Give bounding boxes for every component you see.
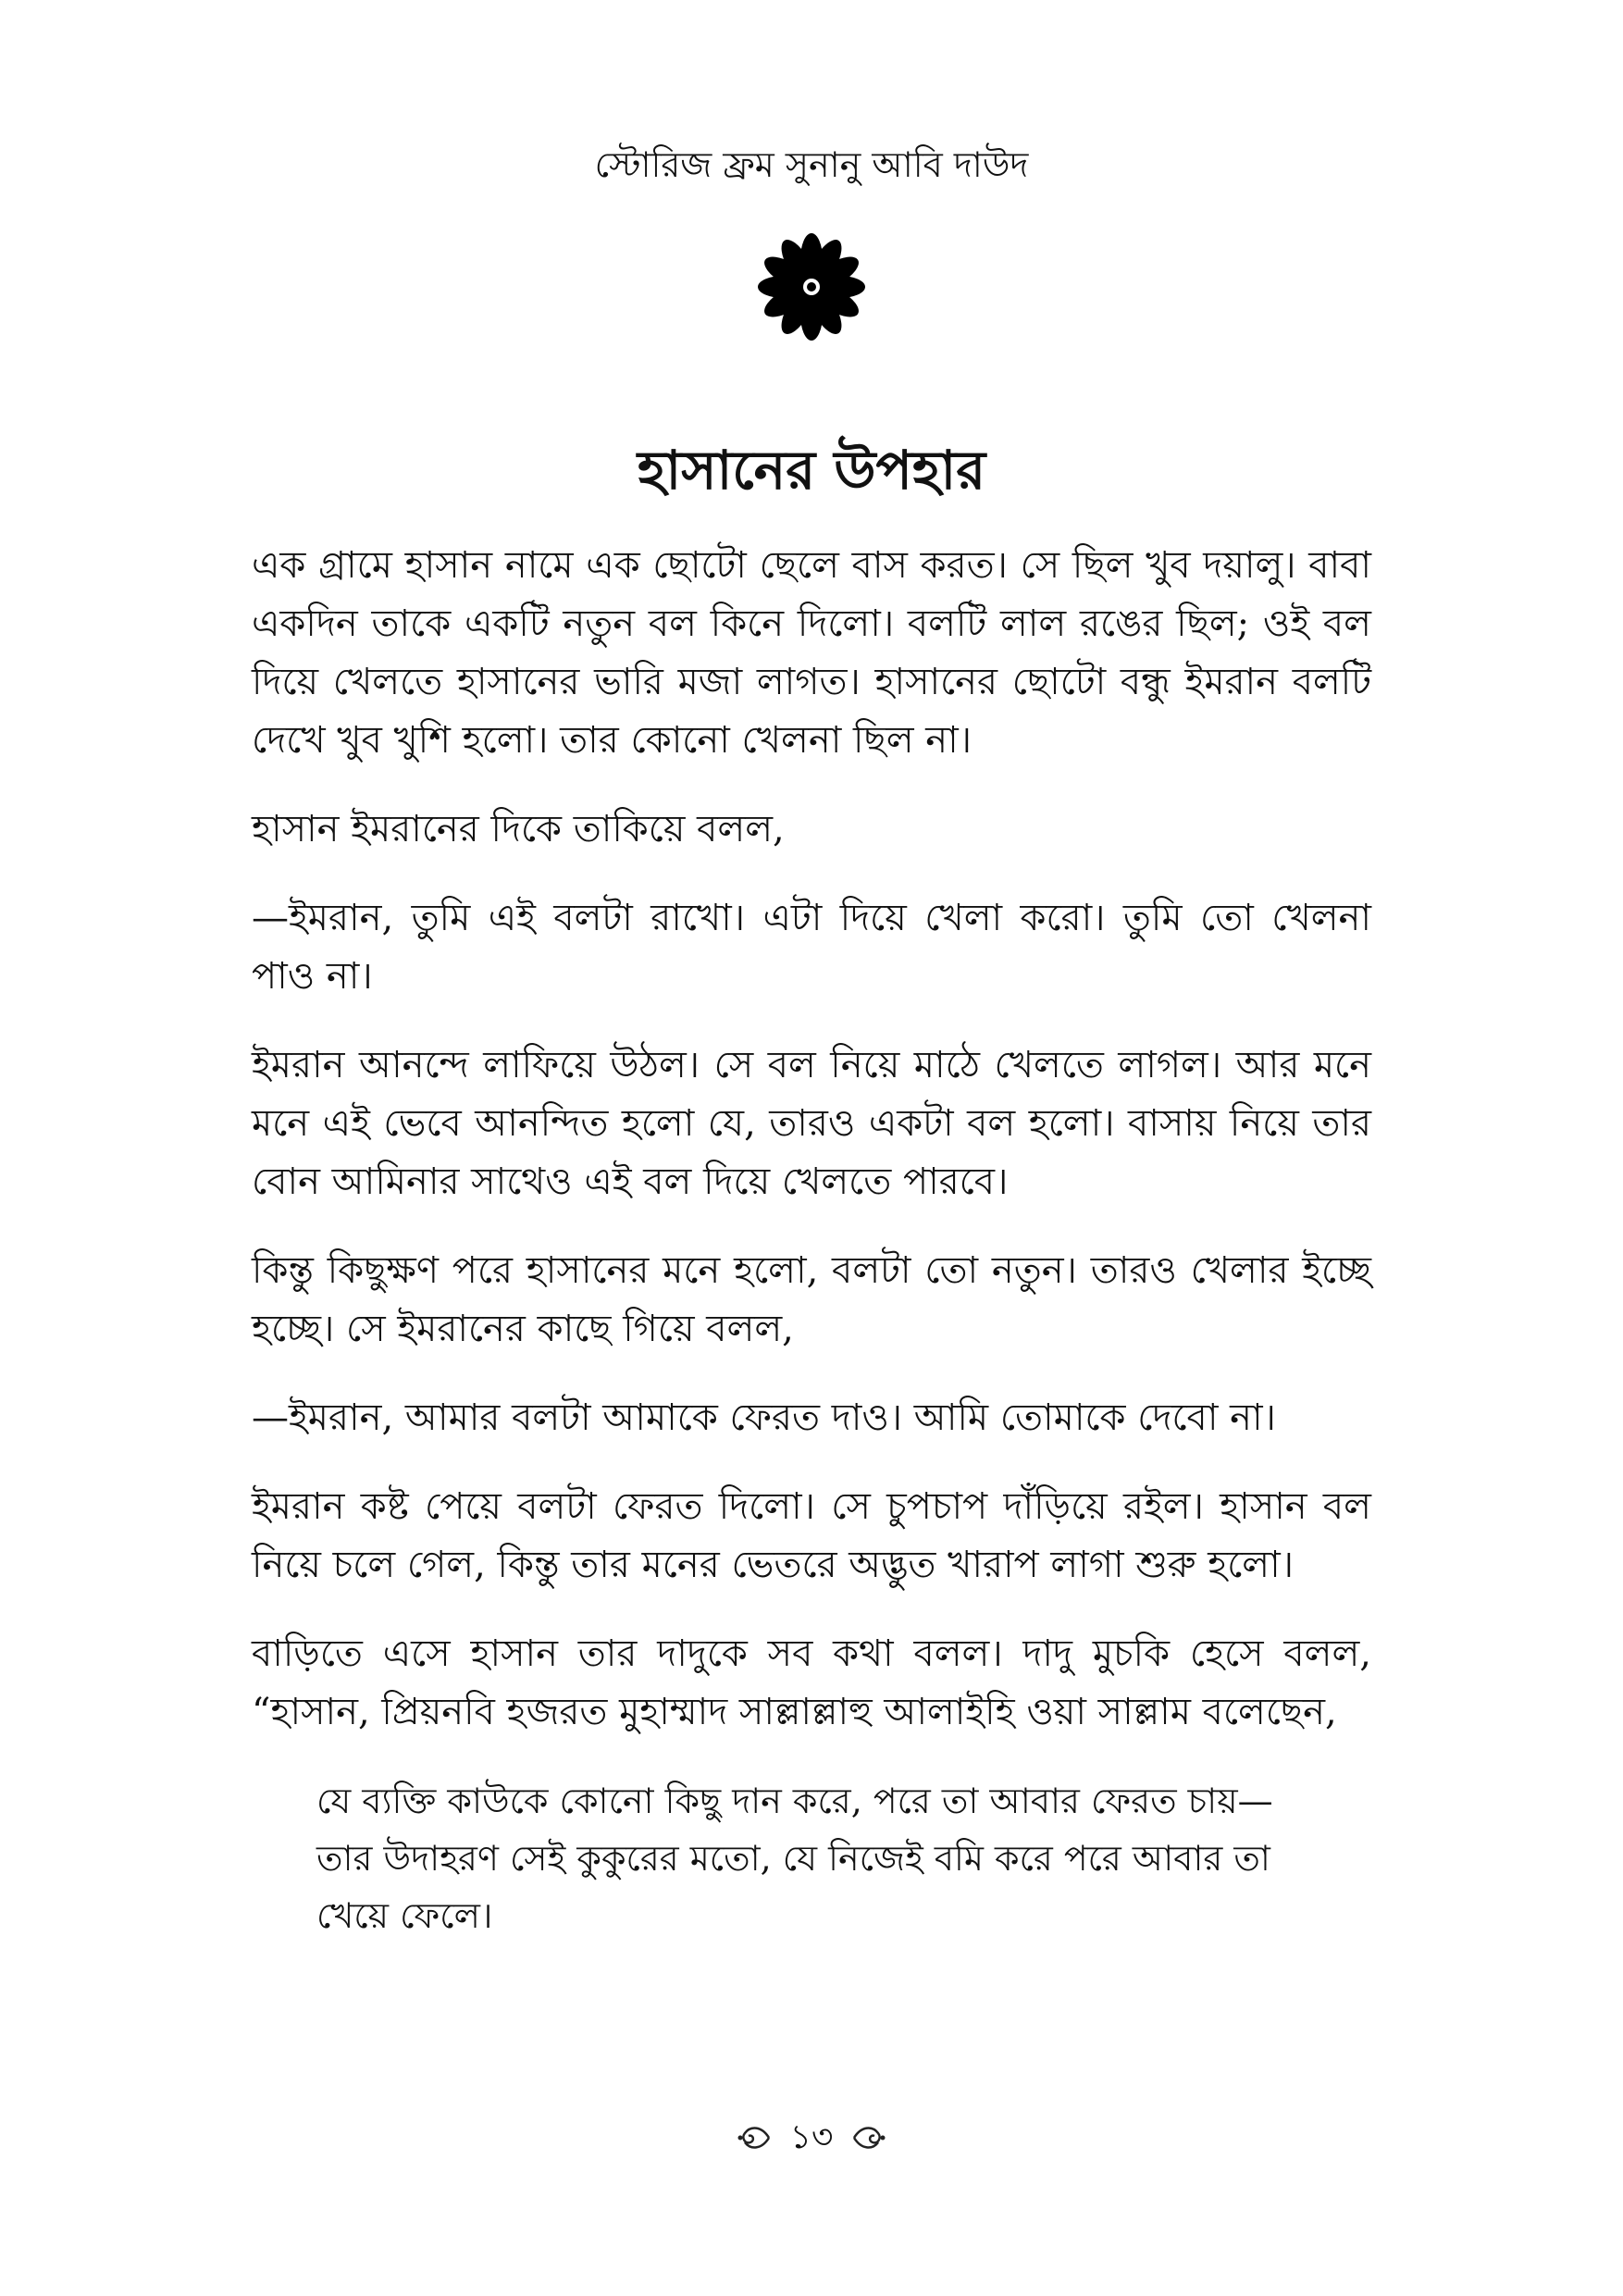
- paragraph: হাসান ইমরানের দিকে তাকিয়ে বলল,: [252, 808, 785, 850]
- dialogue-paragraph: —ইমরান, আমার বলটা আমাকে ফেরত দাও। আমি তোমাকে দেবো না।: [252, 1396, 1276, 1439]
- running-header: স্টোরিজ ফ্রম সুনানু আবি দাউদ: [594, 144, 1029, 185]
- page-number: ১৩: [789, 2118, 834, 2156]
- paragraph: ইমরান কষ্ট পেয়ে বলটা ফেরত দিলো। সে চুপচাপ দাঁড়িয়ে রইল। হাসান বল নিয়ে চলে গেল, কিন্তু তার মনের ভেতরে অদ্ভুত খারাপ লাগা শুরু হলো।: [252, 1485, 1371, 1586]
- flower-icon: [756, 231, 867, 342]
- dialogue-paragraph: —ইমরান, তুমি এই বলটা রাখো। এটা দিয়ে খেলা করো। তুমি তো খেলনা পাও না।: [252, 897, 1371, 998]
- story-title: হাসানের উপহার: [637, 439, 986, 502]
- scroll-ornament-icon: [852, 2122, 886, 2153]
- paragraph: এক গ্রামে হাসান নামে এক ছোটো ছেলে বাস করত। সে ছিল খুব দয়ালু। বাবা একদিন তাকে একটি নতুন বল কিনে দিলো। বলটি লাল রঙের ছিল; ওই বল দিয়ে খেলতে হাসানের ভারি মজা লাগত। হাসানের ছোটো বন্ধু ইমরান বলটি দেখে খুব খুশি হলো। তার কোনো খেলনা ছিল না।: [252, 544, 1371, 762]
- page-number-footer: [737, 2115, 886, 2161]
- story-body: [252, 537, 1371, 1944]
- paragraph: বাড়িতে এসে হাসান তার দাদুকে সব কথা বলল। দাদু মুচকি হেসে বলল, “হাসান, প্রিয়নবি হজরত মুহাম্মাদ সাল্লাল্লাহু আলাইহি ওয়া সাল্লাম বলেছেন,: [252, 1632, 1371, 1733]
- paragraph: ইমরান আনন্দে লাফিয়ে উঠল। সে বল নিয়ে মাঠে খেলতে লাগল। আর মনে মনে এই ভেবে আনন্দিত হলো যে, তারও একটা বল হলো। বাসায় নিয়ে তার বোন আমিনার সাথেও এই বল দিয়ে খেলতে পারবে।: [252, 1044, 1371, 1203]
- scroll-ornament-icon: [737, 2122, 771, 2153]
- paragraph: কিন্তু কিছুক্ষণ পরে হাসানের মনে হলো, বলটা তো নতুন। তারও খেলার ইচ্ছে হচ্ছে। সে ইমরানের কাছে গিয়ে বলল,: [252, 1249, 1371, 1350]
- hadith-quote: যে ব্যক্তি কাউকে কোনো কিছু দান করে, পরে তা আবার ফেরত চায়—তার উদাহরণ সেই কুকুরের মতো, যে নিজেই বমি করে পরে আবার তা খেয়ে ফেলে।: [316, 1781, 1273, 1936]
